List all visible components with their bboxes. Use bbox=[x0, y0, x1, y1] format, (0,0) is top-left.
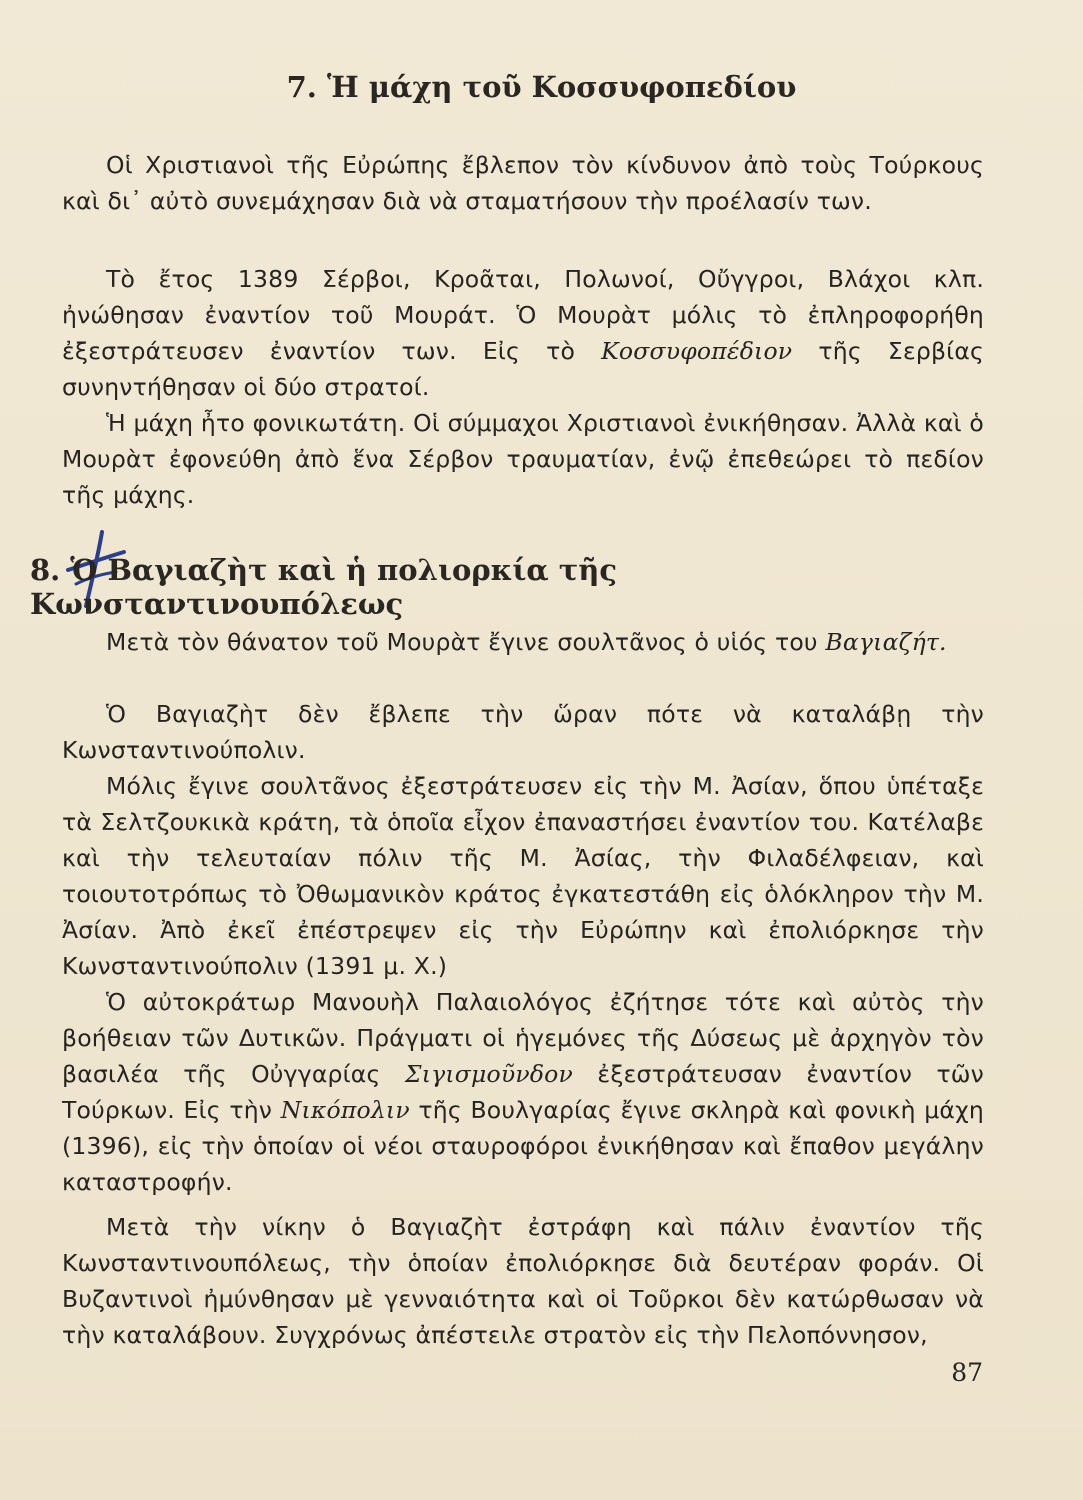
section-7-paragraph-1: Οἱ Χριστιανοὶ τῆς Εὐρώπης ἔβλεπον τὸν κίνδυνον ἀπὸ τοὺς Τούρκους καὶ δι᾽ αὐτὸ συνεμάχησαν διὰ νὰ σταματήσουν τὴν προέλασίν των. bbox=[62, 151, 984, 215]
section-8-paragraph-4 bbox=[62, 984, 984, 1200]
section-8-paragraph-5: Μετὰ τὴν νίκην ὁ Βαγιαζὴτ ἐστράφη καὶ πάλιν ἐναντίον τῆς Κωνσταντινουπόλεως, τὴν ὁποίαν ἐπολιόρκησε διὰ δευτέραν φοράν. Οἱ Βυζαντινοὶ ἠμύνθησαν μὲ γενναιότητα καὶ οἱ Τοῦρκοι δὲν κατώρθωσαν νὰ τὴν καταλάβουν. Συγχρόνως ἀπέστειλε στρατὸν εἰς τὴν Πελοπόννησον, bbox=[62, 1213, 984, 1349]
page-number: 87 bbox=[951, 1358, 983, 1387]
section-8-paragraph-1 bbox=[62, 624, 984, 660]
italic-name: Σιγισμοῦνδον bbox=[404, 1060, 573, 1088]
text-run: τῆς Σερβίας συνηντήθησαν οἱ δύο στρατοί. bbox=[62, 337, 985, 401]
text-run: Ὁ αὐτοκράτωρ Μανουὴλ Παλαιολόγος ἐζήτησε τότε καὶ αὐτὸς τὴν βοήθειαν τῶν Δυτικῶν. Πράγματι οἱ ἡγεμόνες τῆς Δύσεως μὲ ἀρχηγὸν τὸν βασιλέα τῆς Οὐγγαρίας bbox=[62, 988, 984, 1088]
text-run: ἐξεστράτευσαν ἐναντίον τῶν Τούρκων. Εἰς τὴν bbox=[62, 1060, 984, 1124]
section-7-title: 7. Ἡ μάχη τοῦ Κοσσυφοπεδίου bbox=[286, 70, 797, 104]
italic-place-name: Κοσσυφοπέδιον bbox=[601, 337, 793, 365]
section-8-paragraph-2: Ὁ Βαγιαζὴτ δὲν ἔβλεπε τὴν ὥραν πότε νὰ καταλάβῃ τὴν Κωνσταντινούπολιν. bbox=[62, 700, 984, 764]
section-8-title-text: Βαγιαζὴτ καὶ ἡ πολιορκία τῆς Κωνσταντινουπόλεως bbox=[30, 553, 618, 621]
section-7-paragraph-2 bbox=[62, 261, 984, 405]
text-run: Μετὰ τὸν θάνατον τοῦ Μουρὰτ ἔγινε σουλτᾶνος ὁ υἱός του bbox=[106, 628, 826, 656]
section-8-number: 8. bbox=[30, 553, 61, 587]
section-8-article: Ὁ bbox=[70, 553, 98, 587]
section-8-paragraph-3: Μόλις ἔγινε σουλτᾶνος ἐξεστράτευσεν εἰς τὴν Μ. Ἀσίαν, ὅπου ὑπέταξε τὰ Σελτζουκικὰ κράτη, τὰ ὁποῖα εἶχον ἐπαναστήσει ἐναντίον του. Κατέλαβε καὶ τὴν τελευταίαν πόλιν τῆς Μ. Ἀσίας, τὴν Φιλαδέλφειαν, καὶ τοιουτοτρόπως τὸ Ὀθωμανικὸν κράτος ἐγκατεστάθη εἰς ὁλόκληρον τὴν Μ. Ἀσίαν. Ἀπὸ ἐκεῖ ἐπέστρεψεν εἰς τὴν Εὐρώπην καὶ ἐπολιόρκησε τὴν Κωνσταντινούπολιν (1391 μ. Χ.) bbox=[62, 772, 984, 980]
text-run: τῆς Βουλγαρίας ἔγινε σκληρὰ καὶ φονικὴ μάχη (1396), εἰς τὴν ὁποίαν οἱ νέοι σταυροφόροι ἐνικήθησαν καὶ ἔπαθον μεγάλην καταστροφήν. bbox=[62, 1096, 984, 1196]
italic-name: Βαγιαζήτ. bbox=[825, 628, 947, 656]
text-run: Τὸ ἔτος 1389 Σέρβοι, Κροᾶται, Πολωνοί, Οὔγγροι, Βλάχοι κλπ. ἠνώθησαν ἐναντίον τοῦ Μουράτ. Ὁ Μουρὰτ μόλις τὸ ἐπληροφορήθη ἐξεστράτευσεν ἐναντίον των. Εἰς τὸ bbox=[62, 265, 984, 365]
section-7-paragraph-3: Ἡ μάχη ἦτο φονικωτάτη. Οἱ σύμμαχοι Χριστιανοὶ ἐνικήθησαν. Ἀλλὰ καὶ ὁ Μουρὰτ ἐφονεύθη ἀπὸ ἕνα Σέρβον τραυματίαν, ἐνῷ ἐπεθεώρει τὸ πεδίον τῆς μάχης. bbox=[62, 409, 984, 509]
section-8-title bbox=[30, 553, 988, 621]
italic-place-name: Νικόπολιν bbox=[280, 1096, 410, 1124]
